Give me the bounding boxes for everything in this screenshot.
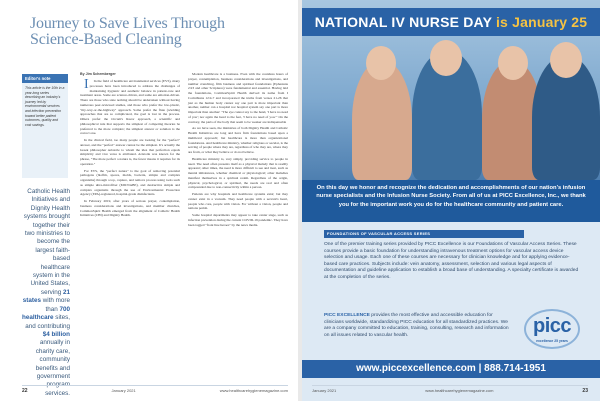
pull-quote [22, 188, 70, 398]
pull-quote-states: 21 states [22, 288, 70, 305]
paragraph: In February 2019, after years of serious prayer, contemplation, business considerations and investigations, and member churches, CommonSpirit Health emerged from the alignment of Catholic Health Initiatives (CHI) and Dignity Health. [80, 199, 180, 218]
right-page-footer [312, 385, 588, 394]
paragraph: As we have seen, the ministries of both Dignity Health and Catholic Health Initiatives are long and have firm foundations based upon a multilevel approach; but healthcare is more than organizational foundations. And healthcare ministry, whether religious or secular, is the serving of people where they are, regardless of who they are, where they are from, or what they believe or do not believe. [188, 126, 288, 154]
drop-cap: I [84, 77, 89, 92]
paragraph: Modern healthcare is a business. Even with the countless hours of prayer, contemplation, business considerations and investigations, and number crunching, film business and spiritual foundations (Ephesians 2:23 and other Scriptures) were fundamental and essential. Having laid the foundations, CommonSpirit Health derived its name from I Corinthians 12:4-7 and incorporated the truths from verses 21-26 that just as the human body cannot say one part is more important than another, neither can a hospital nor hospital system say one part is more important than another: "The eye cannot say to the hand, 'I have no need of you'; nor again the head to the feet, 'I have no need of you.'" On the contrary, the parts of the body that seem to be weaker are indispensable [188, 72, 288, 124]
pull-quote-mid: with more than [42, 297, 70, 313]
editors-note-text: This article is the 10th in a year-long series describing an industry's journey led by environmental services and infection prevention toward better patient outcomes, quality and cost savings. [25, 86, 65, 127]
pull-quote-post: sites, and contributing [25, 314, 70, 330]
nurse-day-banner [302, 8, 600, 36]
ad-photo [302, 0, 600, 180]
logo-subtitle: excellence 25 years [536, 339, 568, 343]
banner-date: is January 25 [495, 14, 588, 30]
paragraph: Patients are why hospitals and healthcare systems exist; but they cannot exist in a vacuum. They need people with a servant's heart, people who care, people with vision. For without a vision, people and nations perish. [188, 192, 288, 211]
left-page-footer [22, 385, 288, 394]
page-number: 22 [22, 388, 28, 394]
byline: By Jim Schemberger [80, 72, 116, 76]
paragraph: Healthcare ministry is, very simply, providing service to people in need. The need often presents itself as a physical malady that is readily apparent; other times, the need is more difficult to see and treat, such as mental imbalances, whether chemical or physiological; other maladies manifest themselves in a spiritual realm. Regardless of the origin, physical, psychological, or spiritual, the needs are real and often compounded due to non-connectivity within a person. [188, 156, 288, 190]
pull-quote-amount: $4 billion [42, 330, 70, 338]
footer-site: www.healthcarehygienemagazine.com [219, 388, 288, 393]
paragraph: In the clinical field, too many people are looking for the "perfect" answer, and the "perfect" answer cannot be the simplest. It's actually the Greek philosopher Aristotle to whom the idea that perfection equals simplicity and vice versa is attributed. Aristotle was known for the phrase, "The more perfect a nature is, the fewer means it requires for its operation." [80, 138, 180, 166]
series-description: One of the premier training series provided by PICC Excellence is our Foundations of Vascular Access Series. These courses provide a basic foundation for understanding intravenous treatment options for vascular access device selection and usage. Each one of these courses are necessary for clinician knowledge and for applying evidence-based care practices. Subjects include: vein anatomy, assessment, selection and various legal aspects of documentation and guideline application to establish a broad base of understanding. A specialty certificate is awarded at the completion of the series. [324, 242, 579, 280]
paragraph: Some hospital departments may appear to take center stage, such as infection prevention during the current COVID-19 pandemic. They have been tagged "front line heroes" by the news media. [188, 213, 288, 227]
logo-wordmark: picc [532, 315, 572, 337]
nurse-face [498, 46, 528, 80]
ad-contact-link[interactable]: www.piccexcellence.com | 888.714-1951 [302, 360, 600, 378]
footer-site: www.healthcarehygienemagazine.com [425, 388, 494, 393]
company-description: PICC EXCELLENCE provides the most effective and accessible education for clinicians worldwide, standardizing PICC education for all standardized practices. We are a company committed to education, training, consulting, research and information on all issues related to vascular health. [324, 313, 509, 338]
article-headline: Journey to Save Lives Through Science-Based Cleaning [30, 15, 225, 48]
pull-quote-end: annually in charity care, community benefits and government program services. [35, 339, 70, 397]
paragraph: I In the field of healthcare environmental services (EVS), many processes have been introduced to address the challenges of maintaining hygienic and aesthetic balance in patient-care and treatment areas. Some are science-driven, and some are emotion-driven. There are those who state nothing should be undertaken without having numerous peer-reviewed studies, and those who prefer the low-plastic, "my-way-or-the-highway" approach. Some prefer the flute (wielding approaches that are so complicated, the goal is lost in the process. Others prefer the Occam's Razor approach, a scientific and philosophical rule that supports the simplest of competing theories be preferred to the more complex; the simplest answer or solution is the correct one. [80, 77, 180, 136]
footer-issue: January 2021 [111, 388, 136, 393]
left-page [0, 0, 298, 401]
nurse-face [366, 46, 396, 80]
right-page-ad [302, 0, 600, 401]
article-column-1 [80, 79, 180, 220]
pull-quote-pre: Catholic Health Initiatives and Dignity Health systems brought together their two ministries to become the largest faith-based healthcare system in the United States, serving [23, 188, 70, 296]
nurse-face [550, 42, 582, 78]
nurse-face [430, 40, 462, 76]
section-title: FOUNDATIONS OF VASCULAR ACCESS SERIES [324, 230, 524, 238]
brand-name: PICC EXCELLENCE [324, 313, 370, 318]
editors-note-title: Editor's note [22, 74, 68, 83]
paragraph: For EVS, the "perfect nature" is the goal of removing potential pathogens (bioflm, spores, molds, bacteria, simple and complex organisms) through a top, capture, and remove process using tools such as simple ultra-microfiber (MICNABE), and destructive simple and complex organisms through the use of Environmental Protection Agency (EPA)-registered, hospital-grade disinfectants. [80, 168, 180, 197]
page-number: 23 [582, 388, 588, 394]
footer-issue: January 2021 [312, 388, 337, 393]
ad-message: On this day we honor and recognize the dedication and accomplishments of our nation's infusion nurse specialists and the Infusion Nurse Society. From all of us at PICC Excellence, Inc., we thank you for the important work you do for the healthcare community and patient care. [302, 180, 600, 222]
pull-quote-hospitals: 700 healthcare [22, 305, 70, 322]
editors-note-box [22, 74, 68, 178]
banner-title: NATIONAL IV NURSE DAY [314, 14, 492, 30]
picc-logo [520, 309, 584, 353]
article-column-2 [188, 72, 288, 229]
